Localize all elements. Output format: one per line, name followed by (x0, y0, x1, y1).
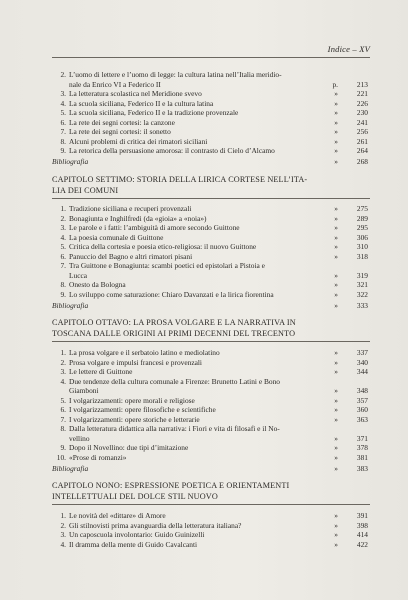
entry-number: 6. (60, 117, 66, 127)
running-head: Indice – XV (327, 44, 370, 54)
entry-title: nale da Enrico VI a Federico II (69, 79, 161, 89)
entry-number: 2. (60, 213, 66, 223)
page-number: 381 (356, 452, 368, 462)
entry-number: 2. (60, 357, 66, 367)
entry-title: Panuccio del Bagno e altri rimatori pisani (69, 251, 193, 261)
page-number: 241 (356, 117, 368, 127)
toc-entry (52, 127, 368, 137)
entry-title: Tra Guittone e Bonagiunta: scambi poetici ed epistolari a Pistoia e (69, 261, 265, 270)
page-number: 398 (356, 520, 368, 530)
page-number: 348 (356, 386, 368, 395)
entry-title: vellino (69, 433, 90, 443)
page-marker: » (334, 223, 338, 232)
page-number: 306 (356, 232, 368, 242)
page-marker: » (334, 520, 338, 530)
heading-line: CAPITOLO NONO: ESPRESSIONE POETICA E ORIENTAMENTI (52, 481, 290, 490)
entry-title: La scuola siciliana, Federico II e la tradizione provenzale (69, 108, 239, 117)
page-number: 378 (356, 443, 368, 452)
toc-entry (52, 70, 368, 80)
page-marker: » (334, 251, 338, 261)
page-marker: » (334, 405, 338, 414)
chapter-heading (52, 480, 368, 502)
page-number: 414 (356, 530, 368, 539)
bibliography-label: Bibliografia (52, 301, 89, 310)
entry-number: 5. (60, 395, 66, 405)
page-number: 337 (356, 348, 368, 357)
toc-entry (52, 223, 368, 233)
toc-entry (52, 137, 368, 147)
entry-title: Prosa volgare e impulsi francesi e provenzali (69, 357, 202, 367)
heading-line: TOSCANA DALLE ORIGINI AI PRIMI DECENNI DEL TRECENTO (52, 329, 296, 338)
page-marker: » (334, 136, 338, 146)
bibliography-entry (52, 157, 368, 167)
toc-entry (52, 367, 368, 377)
toc-entry (52, 348, 368, 358)
toc-entry (52, 242, 368, 252)
toc-entry (52, 118, 368, 128)
entry-number: 3. (60, 223, 66, 232)
page-number: 344 (356, 367, 368, 376)
entry-title: Critica della cortesia e poesia etico-religiosa: il nuovo Guittone (69, 242, 257, 251)
entry-title: La retorica della persuasione amorosa: il contrasto di Cielo d’Alcamo (69, 146, 275, 155)
entry-number: 7. (60, 261, 66, 270)
entry-number: 3. (60, 367, 66, 376)
heading-line: CAPITOLO SETTIMO: STORIA DELLA LIRICA CORTESE NELL’ITA- (52, 175, 308, 184)
toc-entry (52, 233, 368, 243)
entry-number: 3. (60, 530, 66, 539)
entry-number: 6. (60, 251, 66, 261)
toc-entry (52, 521, 368, 531)
page-number: 363 (356, 414, 368, 424)
toc-entry (52, 290, 368, 300)
toc-entry (52, 146, 368, 156)
toc-entry (52, 89, 368, 99)
entry-number: 2. (60, 520, 66, 530)
page-marker: » (334, 414, 338, 424)
page-number: 371 (356, 433, 368, 443)
page-marker: » (334, 289, 338, 299)
toc-entry (52, 261, 368, 271)
toc-entry (52, 214, 368, 224)
toc-entry (52, 108, 368, 118)
page-marker: » (334, 357, 338, 367)
toc-entry (52, 280, 368, 290)
entry-title: Onesto da Bologna (69, 280, 126, 289)
toc-entry (52, 424, 368, 434)
entry-title: Lo sviluppo come saturazione: Chiaro Davanzati e la lirica fiorentina (69, 289, 274, 299)
page-number: 261 (356, 136, 368, 146)
toc-entry-continuation (52, 386, 368, 396)
page-marker: » (334, 386, 338, 395)
toc-entry (52, 530, 368, 540)
entry-title: Lucca (69, 270, 88, 280)
entry-number: 2. (60, 70, 66, 79)
page-marker: » (334, 348, 338, 357)
entry-title: Un caposcuola involontario: Guido Guinizelli (69, 530, 205, 539)
entry-number: 9. (60, 146, 66, 155)
entry-number: 9. (60, 443, 66, 452)
entry-number: 3. (60, 89, 66, 98)
page-marker: » (334, 270, 338, 280)
entry-number: 5. (60, 242, 66, 251)
page-marker: p. (332, 79, 338, 89)
page-marker: » (334, 213, 338, 223)
toc-entry (52, 396, 368, 406)
entry-title: I volgarizzamenti: opere morali e religiose (69, 395, 195, 405)
page-marker: » (334, 443, 338, 452)
entry-title: Il dramma della mente di Guido Cavalcanti (69, 539, 198, 549)
toc-entry-continuation (52, 271, 368, 281)
entry-title: Dalla letteratura didattica alla narrativa: i Fiori e vita di filosafi e il No- (69, 424, 280, 433)
page-marker: » (334, 108, 338, 117)
page-number: 289 (356, 213, 368, 223)
entry-number: 8. (60, 136, 66, 146)
page-number: 318 (356, 251, 368, 261)
entry-number: 1. (60, 348, 66, 357)
page-number: 256 (356, 127, 368, 136)
page-number: 391 (356, 511, 368, 520)
page-marker: » (334, 511, 338, 520)
page-marker: » (334, 89, 338, 98)
toc-entry (52, 453, 368, 463)
page-marker: » (334, 530, 338, 539)
page-number: 422 (356, 539, 368, 549)
entry-title: Le novità del «dittare» di Amore (69, 511, 166, 520)
page-marker: » (334, 98, 338, 108)
entry-title: «Prose di romanzi» (69, 452, 127, 462)
entry-title: La letteratura scolastica nel Meridione svevo (69, 89, 202, 98)
toc-entry (52, 377, 368, 387)
page-number: 333 (356, 301, 368, 310)
page-number: 360 (356, 405, 368, 414)
page-marker: » (334, 204, 338, 213)
toc-entry-continuation (52, 80, 368, 90)
entry-title: Alcuni problemi di critica dei rimatori siciliani (69, 136, 208, 146)
entry-title: La rete dei segni cortesi: il sonetto (69, 127, 171, 136)
toc-entry (52, 204, 368, 214)
chapter-rule (52, 198, 370, 199)
heading-line: INTELLETTUALI DEL DOLCE STIL NUOVO (52, 492, 218, 501)
chapter-rule (52, 341, 370, 342)
entry-number: 8. (60, 424, 66, 433)
entry-number: 8. (60, 280, 66, 289)
entry-number: 7. (60, 414, 66, 424)
page-marker: » (334, 117, 338, 127)
entry-title: Due tendenze della cultura comunale a Firenze: Brunetto Latini e Bono (69, 376, 280, 386)
bibliography-label: Bibliografia (52, 464, 89, 473)
entry-number: 4. (60, 98, 66, 108)
page-marker: » (334, 539, 338, 549)
entry-title: La prosa volgare e il serbatoio latino e mediolatino (69, 348, 220, 357)
page-marker: » (334, 242, 338, 251)
page-marker: » (334, 464, 338, 473)
entry-number: 9. (60, 289, 66, 299)
top-rule (52, 57, 370, 58)
heading-line: LIA DEI COMUNI (52, 186, 119, 195)
entry-title: Giamboni (69, 386, 99, 395)
heading-line: CAPITOLO OTTAVO: LA PROSA VOLGARE E LA NARRATIVA IN (52, 318, 296, 327)
toc-entry-continuation (52, 434, 368, 444)
entry-title: Le lettere di Guittone (69, 367, 133, 376)
page-marker: » (334, 232, 338, 242)
entry-title: La rete dei segni cortesi: la canzone (69, 117, 175, 127)
toc-entry (52, 511, 368, 521)
entry-number: 4. (60, 376, 66, 386)
entry-title: Gli stilnovisti prima avanguardia della letteratura italiana? (69, 520, 242, 530)
page-number: 310 (356, 242, 368, 251)
entry-title: Bonagiunta e Inghilfredi (da «gioia» a «noia») (69, 213, 207, 223)
entry-number: 7. (60, 127, 66, 136)
page-number: 321 (356, 280, 368, 289)
page-marker: » (334, 127, 338, 136)
entry-title: L’uomo di lettere e l’uomo di legge: la cultura latina nell’Italia meridio- (69, 70, 282, 79)
toc-entry (52, 405, 368, 415)
page-number: 322 (356, 289, 368, 299)
bibliography-label: Bibliografia (52, 157, 89, 166)
page-number: 268 (356, 157, 368, 166)
entry-number: 1. (60, 204, 66, 213)
entry-number: 10. (56, 452, 66, 462)
entry-title: La poesia comunale di Guittone (69, 232, 164, 242)
page-number: 264 (356, 146, 368, 155)
entry-title: Tradizione siciliana e recuperi provenzali (69, 204, 192, 213)
page-marker: » (334, 452, 338, 462)
toc-entry (52, 252, 368, 262)
toc-entry (52, 540, 368, 550)
page-marker: » (334, 146, 338, 155)
entry-number: 4. (60, 539, 66, 549)
toc-entry (52, 415, 368, 425)
toc-entry (52, 443, 368, 453)
entry-title: Le parole e i fatti: l’ambiguità di amore secondo Guittone (69, 223, 240, 232)
entry-number: 5. (60, 108, 66, 117)
page-number: 226 (356, 98, 368, 108)
chapter-heading (52, 174, 368, 196)
page-marker: » (334, 280, 338, 289)
page-number: 275 (356, 204, 368, 213)
page-number: 221 (356, 89, 368, 98)
entry-number: 1. (60, 511, 66, 520)
page-marker: » (334, 395, 338, 405)
page-number: 213 (356, 79, 368, 89)
bibliography-entry (52, 301, 368, 311)
page-marker: » (334, 433, 338, 443)
page-number: 319 (356, 270, 368, 280)
chapter-rule (52, 504, 370, 505)
page-marker: » (334, 301, 338, 310)
entry-number: 6. (60, 405, 66, 414)
entry-title: I volgarizzamenti: opere storiche e letterarie (69, 414, 200, 424)
page-marker: » (334, 157, 338, 166)
page-marker: » (334, 367, 338, 376)
entry-title: La scuola siciliana, Federico II e la cultura latina (69, 98, 214, 108)
entry-title: Dopo il Novellino: due tipi d’imitazione (69, 443, 189, 452)
page-number: 295 (356, 223, 368, 232)
toc-entry (52, 358, 368, 368)
bibliography-entry (52, 464, 368, 474)
entry-number: 4. (60, 232, 66, 242)
page-number: 230 (356, 108, 368, 117)
chapter-heading (52, 317, 368, 339)
page-number: 357 (356, 395, 368, 405)
page-number: 383 (356, 464, 368, 473)
toc-entry (52, 99, 368, 109)
entry-title: I volgarizzamenti: opere filosofiche e scientifiche (69, 405, 216, 414)
page-number: 340 (356, 357, 368, 367)
